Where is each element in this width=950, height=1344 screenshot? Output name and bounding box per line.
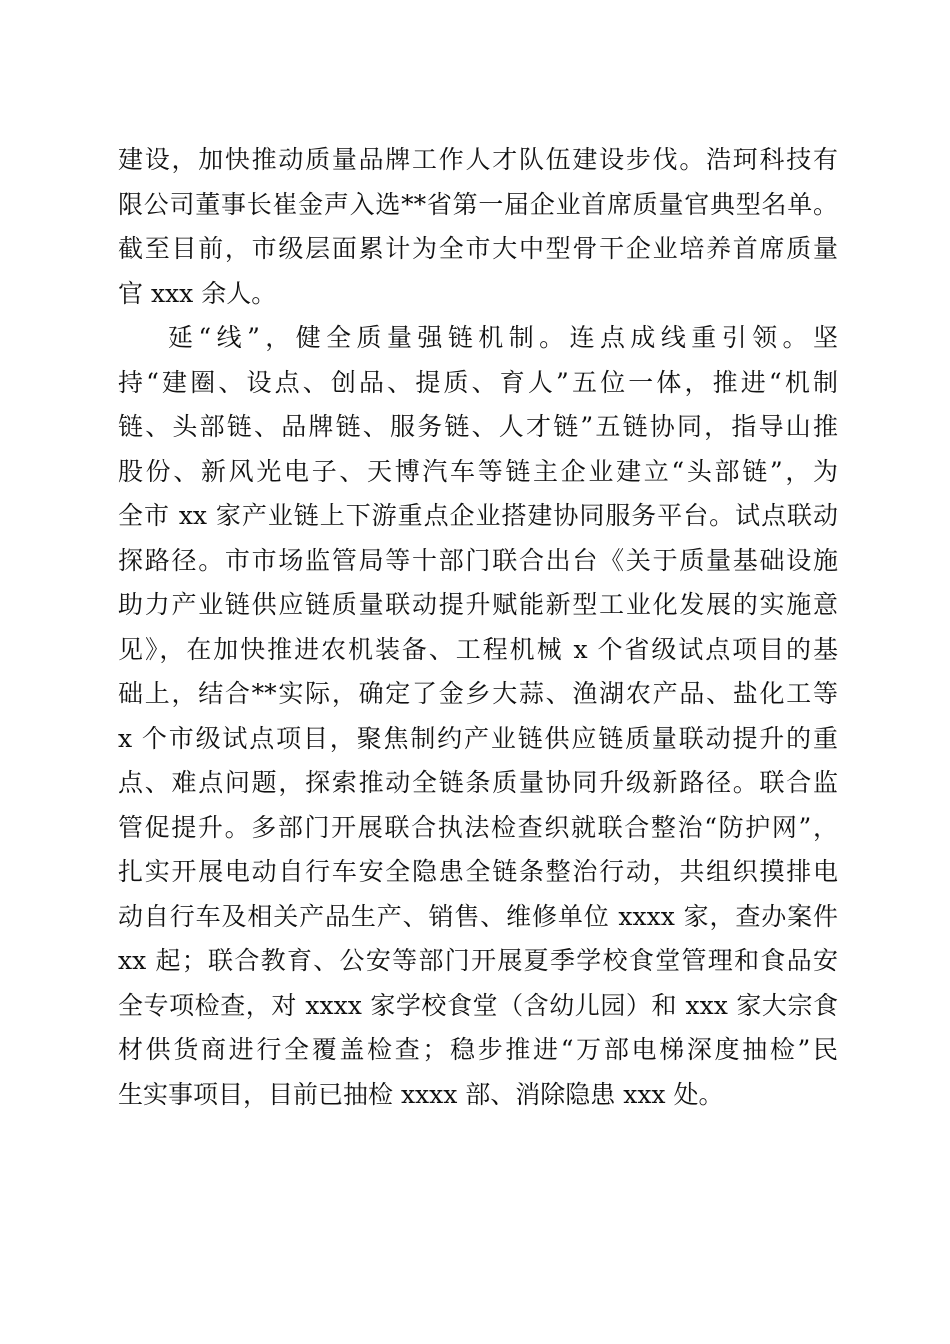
paragraph-line: 全专项检查，对 xxxx 家学校食堂（含幼儿园）和 xxx 家大宗食 (118, 990, 838, 1020)
paragraph-line: 础上，结合**实际，确定了金乡大蒜、渔湖农产品、盐化工等 (118, 679, 838, 708)
paragraph-line: 见》，在加快推进农机装备、工程机械 x 个省级试点项目的基 (118, 634, 838, 664)
paragraph-line: 管促提升。多部门开展联合执法检查织就联合整治“防护网”， (118, 812, 838, 842)
paragraph-line: 限公司董事长崔金声入选**省第一届企业首席质量官典型名单。 (118, 189, 838, 219)
paragraph-line: 建设，加快推动质量品牌工作人才队伍建设步伐。浩珂科技有 (118, 145, 838, 174)
paragraph-line: 点、难点问题，探索推动全链条质量协同升级新路径。联合监 (118, 768, 838, 797)
paragraph-line: xx 起；联合教育、公安等部门开展夏季学校食堂管理和食品安 (118, 946, 838, 975)
paragraph-line: 链、头部链、品牌链、服务链、人才链”五链协同，指导山推 (118, 412, 838, 441)
paragraph-line: 助力产业链供应链质量联动提升赋能新型工业化发展的实施意 (118, 590, 838, 619)
paragraph-line: x 个市级试点项目，聚焦制约产业链供应链质量联动提升的重 (118, 723, 838, 753)
paragraph-line: 动自行车及相关产品生产、销售、维修单位 xxxx 家，查办案件 (118, 901, 838, 931)
paragraph-line: 持“建圈、设点、创品、提质、育人”五位一体，推进“机制 (118, 367, 838, 397)
paragraph-line: 材供货商进行全覆盖检查；稳步推进“万部电梯深度抽检”民 (118, 1035, 838, 1064)
paragraph-line: 股份、新风光电子、天博汽车等链主企业建立“头部链”，为 (118, 456, 838, 486)
paragraph-line: 官 xxx 余人。 (118, 278, 277, 308)
paragraph-line: 全市 xx 家产业链上下游重点企业搭建协同服务平台。试点联动 (118, 501, 838, 530)
paragraph-line: 截至目前，市级层面累计为全市大中型骨干企业培养首席质量 (118, 234, 838, 263)
paragraph-line: 扎实开展电动自行车安全隐患全链条整治行动，共组织摸排电 (118, 857, 838, 886)
paragraph-line: 生实事项目，目前已抽检 xxxx 部、消除隐患 xxx 处。 (118, 1079, 724, 1109)
paragraph-line: 延“线”，健全质量强链机制。连点成线重引领。坚 (168, 323, 838, 352)
document-body (118, 138, 838, 1117)
paragraph-line: 探路径。市市场监管局等十部门联合出台《关于质量基础设施 (118, 545, 838, 575)
